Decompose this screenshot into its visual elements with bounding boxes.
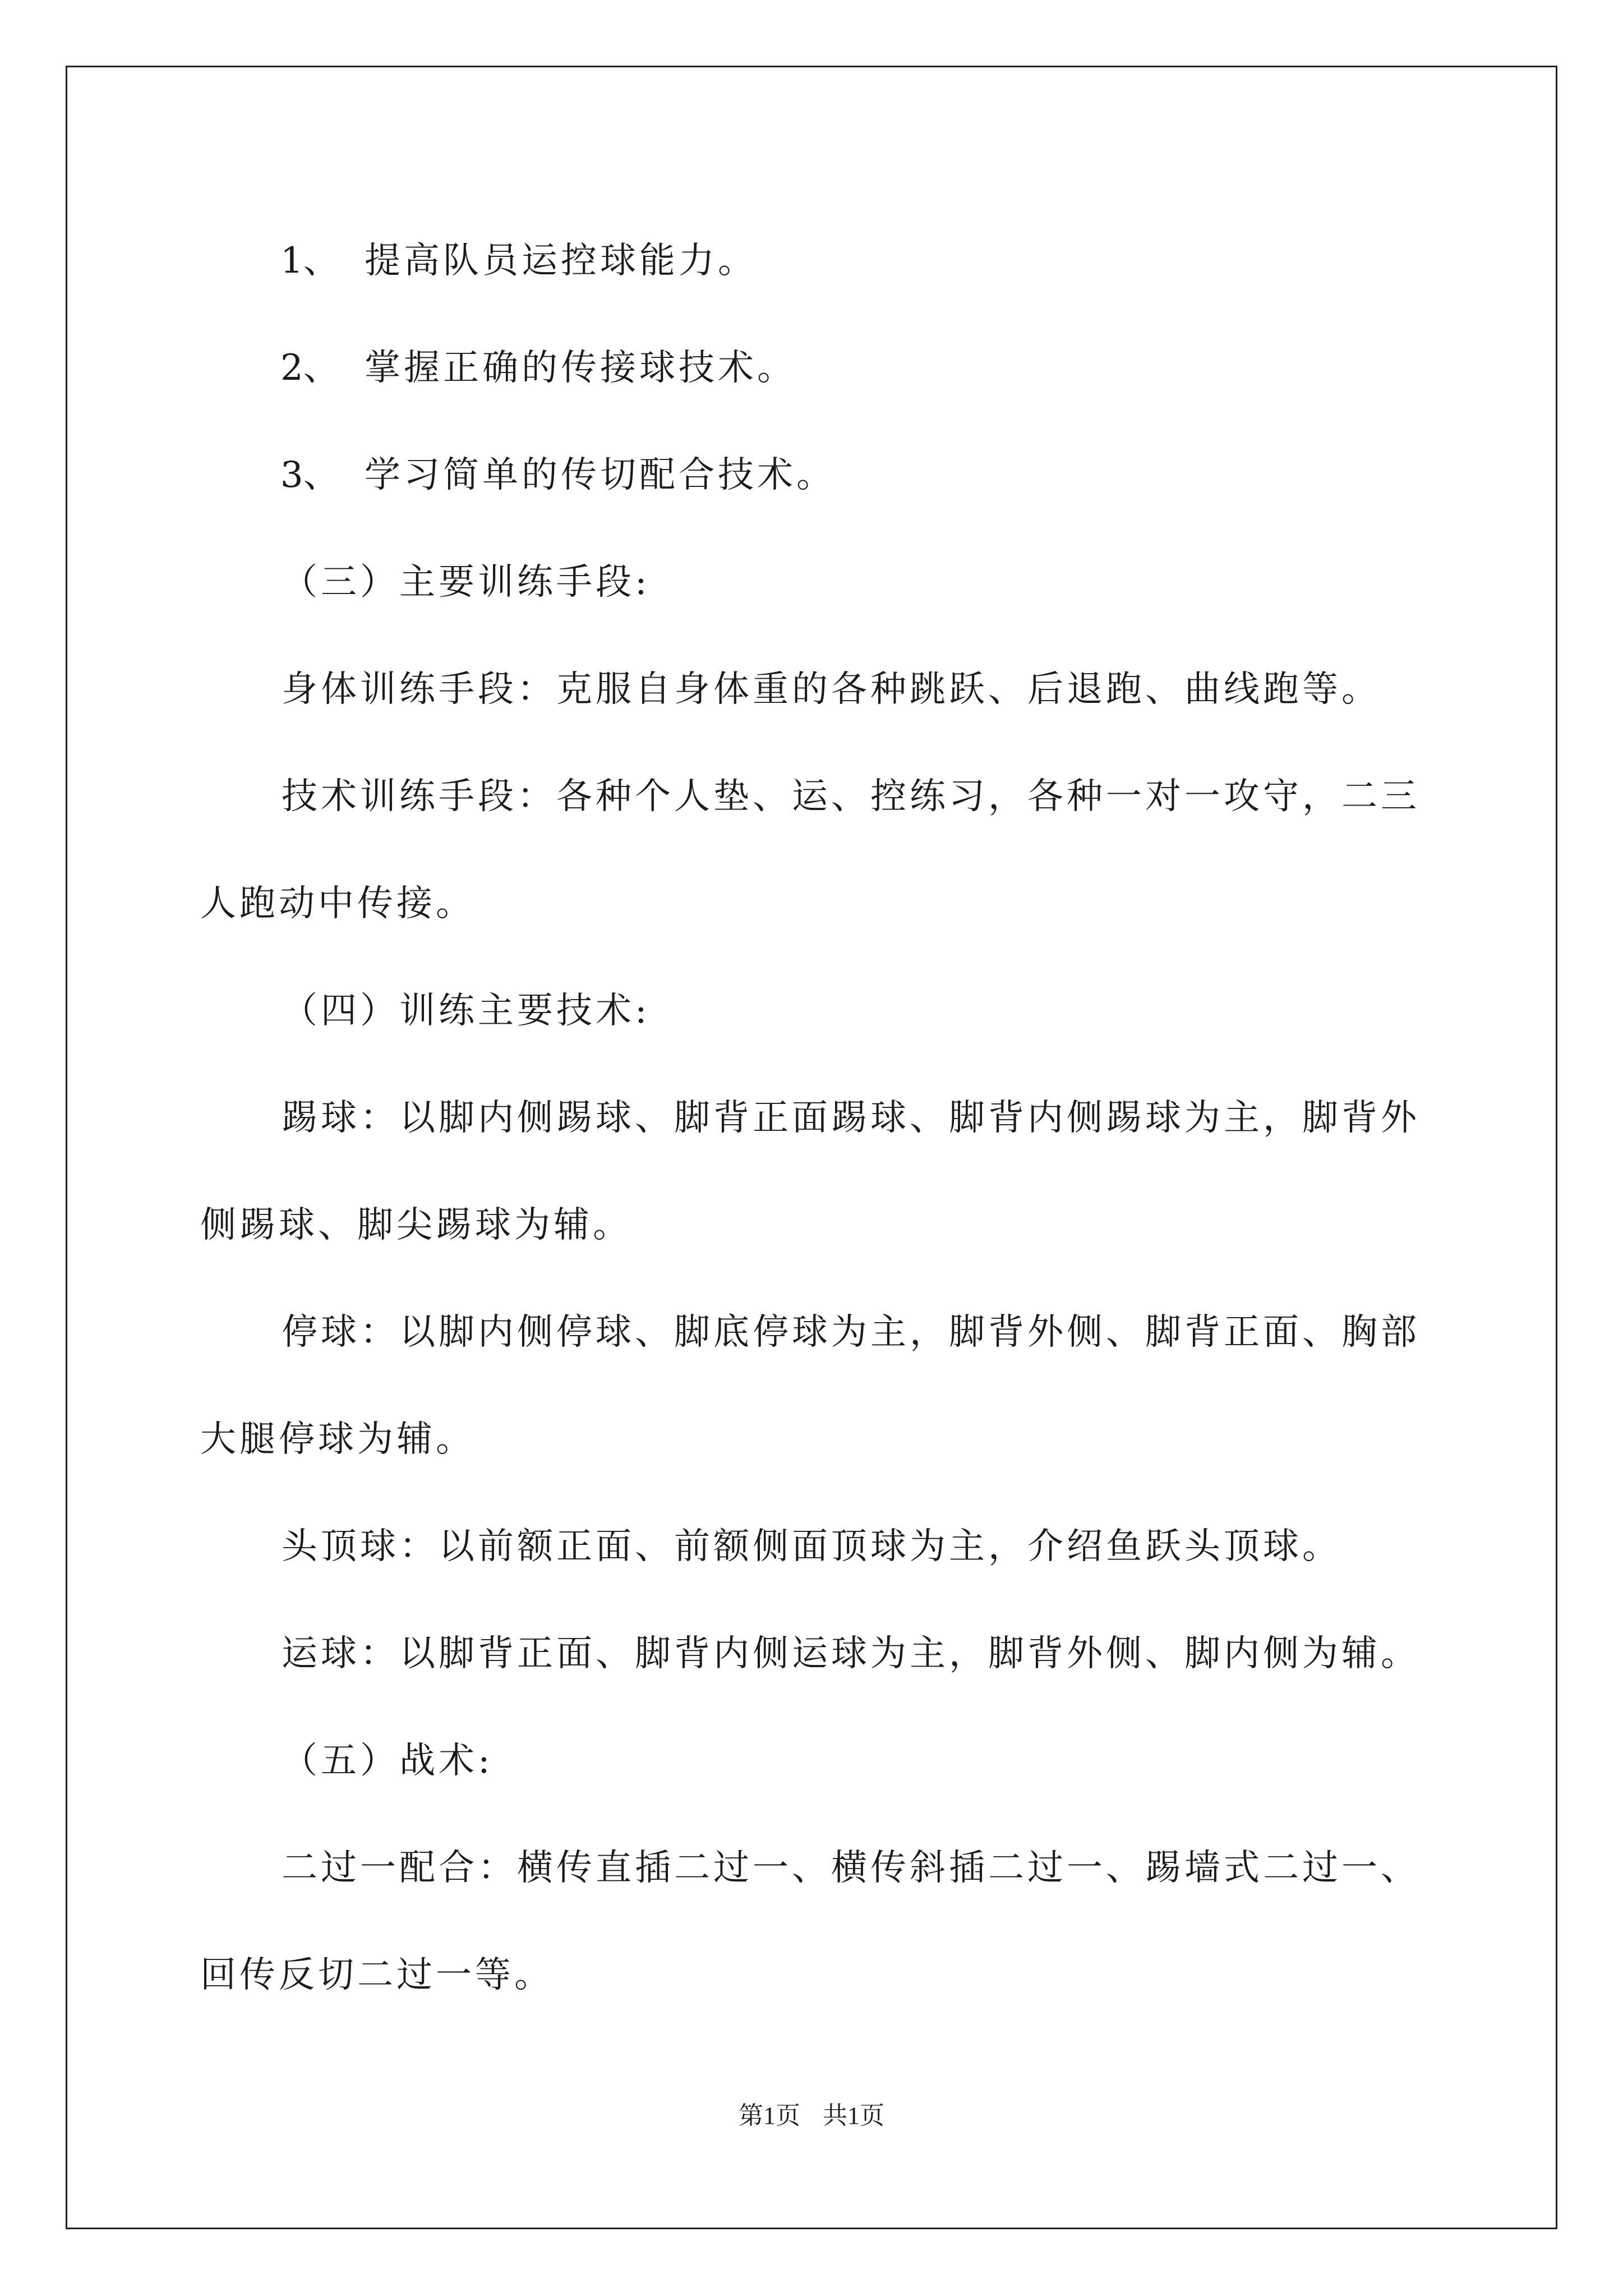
list-item	[200, 422, 1451, 529]
paragraph-tech-training: 技术训练手段：各种个人垫、运、控练习，各种一对一攻守，二三人跑动中传接。	[200, 776, 1420, 924]
paragraph-header: 头顶球：以前额正面、前额侧面顶球为主，介绍鱼跃头顶球。	[282, 1526, 1341, 1567]
list-number: 3、	[280, 454, 339, 496]
list-text: 学习简单的传切配合技术。	[365, 454, 836, 496]
page-number-total: 共1页	[823, 2102, 884, 2129]
list-item	[200, 208, 1451, 315]
paragraph-kick: 踢球：以脚内侧踢球、脚背正面踢球、脚背内侧踢球为主，脚背外侧踢球、脚尖踢球为辅。	[200, 1097, 1420, 1246]
page-footer	[0, 2095, 1623, 2131]
section-heading: （四）训练主要技术:	[282, 990, 651, 1032]
paragraph-stop: 停球：以脚内侧停球、脚底停球为主，脚背外侧、脚背正面、胸部大腿停球为辅。	[200, 1312, 1420, 1460]
page-number-current: 第1页	[739, 2102, 800, 2129]
section-heading: （三）主要训练手段:	[282, 562, 651, 603]
document-body	[200, 208, 1451, 2029]
paragraph-body-training: 身体训练手段：克服自身体重的各种跳跃、后退跑、曲线跑等。	[282, 669, 1381, 710]
list-text: 提高队员运控球能力。	[365, 240, 757, 282]
list-number: 2、	[280, 347, 339, 389]
section-heading: （五）战术:	[282, 1740, 494, 1782]
list-text: 掌握正确的传接球技术。	[365, 347, 796, 389]
list-number: 1、	[280, 240, 339, 282]
paragraph-tactics: 二过一配合：横传直插二过一、横传斜插二过一、踢墙式二过一、回传反切二过一等。	[200, 1847, 1420, 1996]
list-item	[200, 315, 1451, 422]
paragraph-dribble: 运球：以脚背正面、脚背内侧运球为主，脚背外侧、脚内侧为辅。	[282, 1633, 1420, 1674]
